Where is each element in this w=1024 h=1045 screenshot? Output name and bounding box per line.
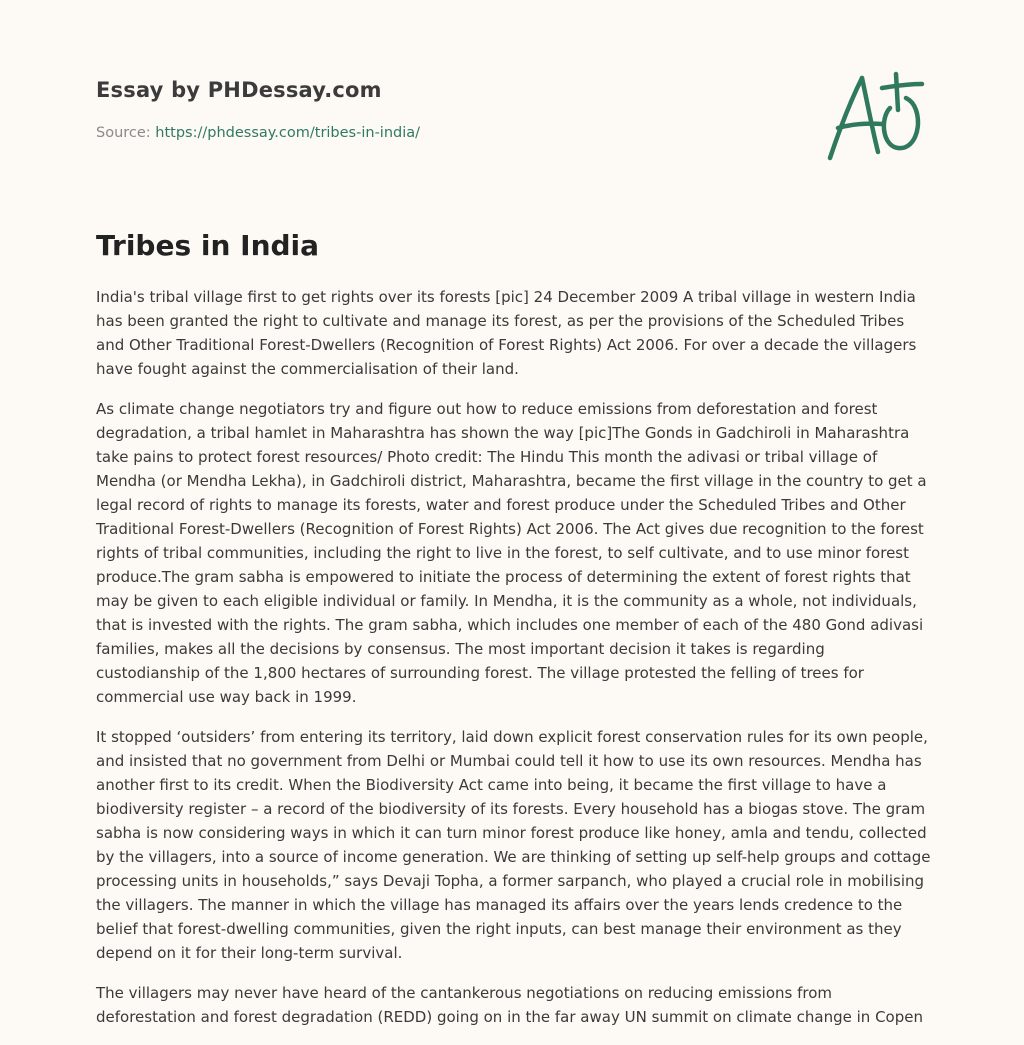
page-header (96, 76, 796, 143)
paragraph: It stopped ‘outsiders’ from entering its territory, laid down explicit forest conservation rules for its own people, and insisted that no government from Delhi or Mumbai could tell it how to use its own resources. Mendha has another first to its credit. When the Biodiversity Act came into being, it became the first village to have a biodiversity register – a record of the biodiversity of its forests. Every household has a biogas stove. The gram sabha is now considering ways in which it can turn minor forest produce like honey, amla and tendu, collected by the villagers, into a source of income generation. We are thinking of setting up self-help groups and cottage processing units in households,” says Devaji Topha, a former sarpanch, who played a crucial role in mobilising the villagers. The manner in which the village has managed its affairs over the years lends credence to the belief that forest-dwelling communities, given the right inputs, can best manage their environment as they depend on it for their long-term survival. (96, 728, 931, 962)
paragraph: The villagers may never have heard of the cantankerous negotiations on reducing emissions from deforestation and forest degradation (REDD) going on in the far away UN summit on climate change in Copen (96, 984, 923, 1026)
source-link[interactable]: https://phdessay.com/tribes-in-india/ (155, 125, 421, 141)
source-label: Source: (96, 125, 156, 141)
source-line (96, 123, 796, 143)
paragraph: As climate change negotiators try and figure out how to reduce emissions from deforestation and forest degradation, a tribal hamlet in Maharashtra has shown the way [pic]The Gonds in Gadchiroli in Maharashtra take pains to protect forest resources/ Photo credit: The Hindu This month the adivasi or tribal village of Mendha (or Mendha Lekha), in Gadchiroli district, Maharashtra, became the first village in the country to get a legal record of rights to manage its forests, water and forest produce under the Scheduled Tribes and Other Traditional Forest-Dwellers (Recognition of Forest Rights) Act 2006. The Act gives due recognition to the forest rights of tribal communities, including the right to live in the forest, to self cultivate, and to use minor forest produce.The gram sabha is empowered to initiate the process of determining the extent of forest rights that may be given to each eligible individual or family. In Mendha, it is the community as a whole, not individuals, that is invested with the rights. The gram sabha, which includes one member of each of the 480 Gond adivasi families, makes all the decisions by consensus. The most important decision it takes is regarding custodianship of the 1,800 hectares of surrounding forest. The village protested the felling of trees for commercial use way back in 1999. (96, 400, 927, 706)
a-plus-logo-icon (818, 66, 930, 166)
paragraph: India's tribal village first to get rights over its forests [pic] 24 December 2009 A tribal village in western India has been granted the right to cultivate and manage its forest, as per the provisions of the Scheduled Tribes and Other Traditional Forest-Dwellers (Recognition of Forest Rights) Act 2006. For over a decade the villagers have fought against the commercialisation of their land. (96, 288, 917, 378)
article-body (96, 285, 932, 1045)
page-title: Tribes in India (96, 229, 320, 262)
brand-title: Essay by PHDessay.com (96, 78, 382, 102)
